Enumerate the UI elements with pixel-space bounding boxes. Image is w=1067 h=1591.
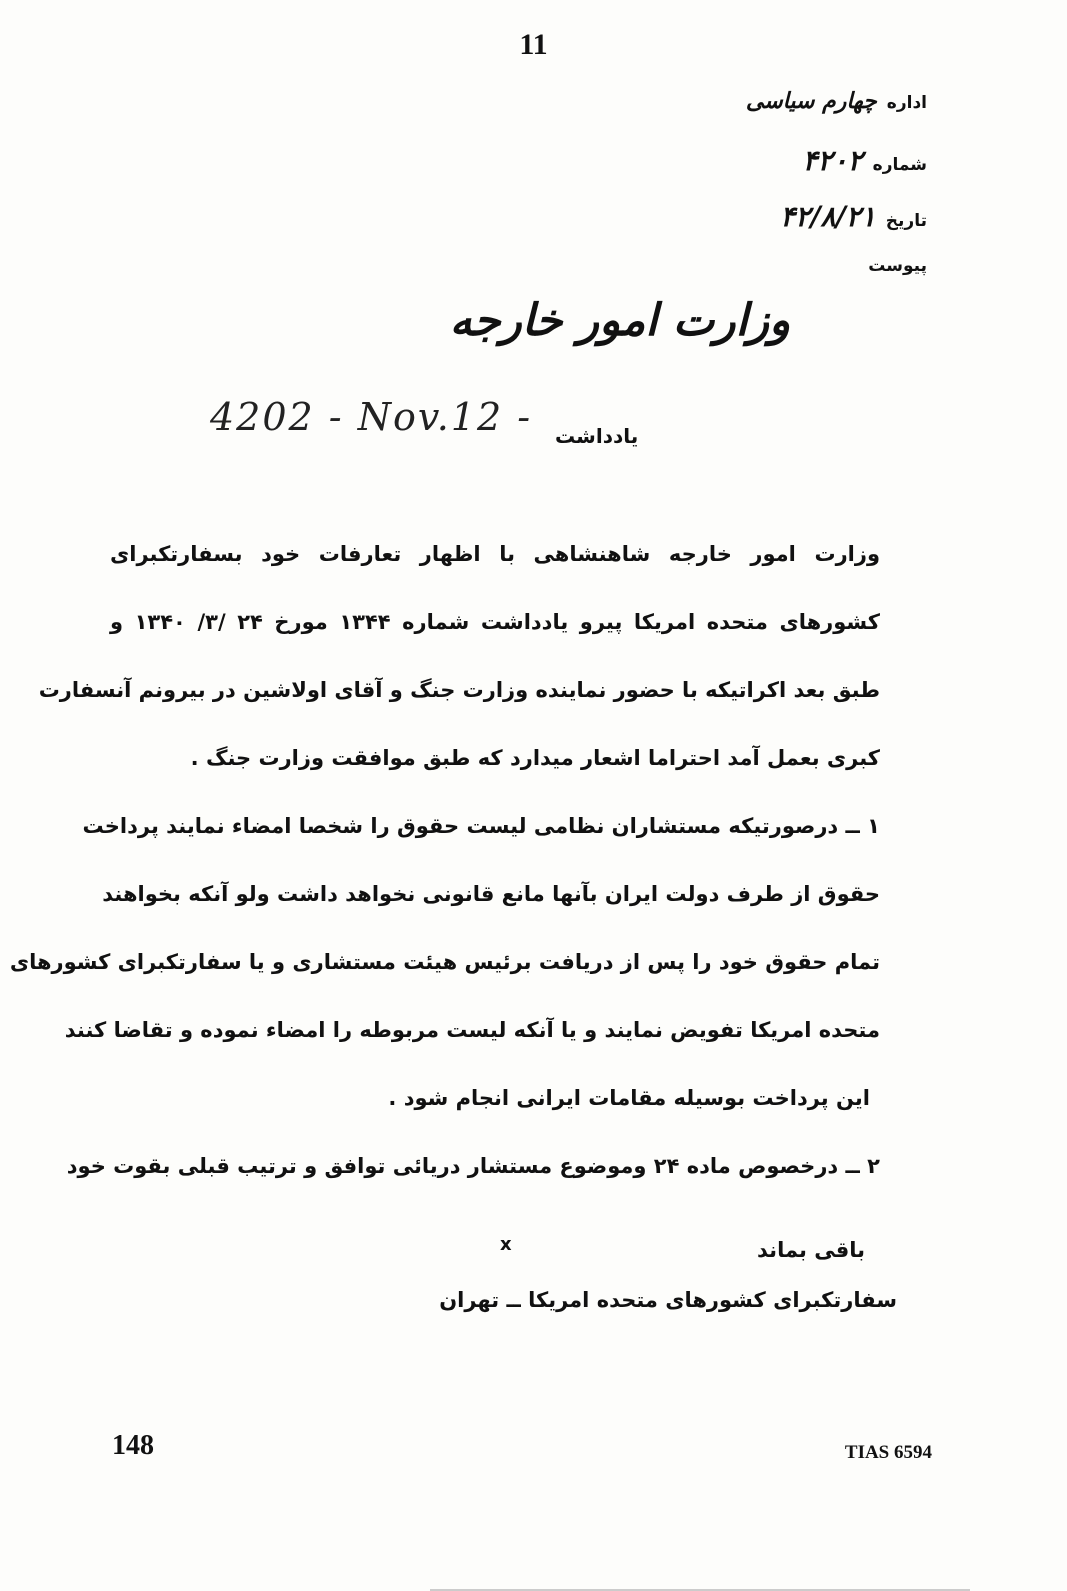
body-line: ۲ ــ درخصوص ماده ۲۴ وموضوع مستشار دریائی توافق و ترتیب قبلی بقوت خود <box>66 1154 880 1178</box>
ministry-title: وزارت امور خارجه <box>449 295 791 346</box>
department-value: چهارم سیاسی <box>745 88 877 114</box>
top-page-number: 11 <box>519 28 548 61</box>
body-line: حقوق از طرف دولت ایران بآنها مانع قانونی نخواهد داشت ولو آنکه بخواهند <box>102 882 880 906</box>
footer-tias-number: TIAS 6594 <box>844 1442 932 1463</box>
body-line: طبق بعد اکراتیکه با حضور نماینده وزارت جنگ و آقای اولاشین در بیرونم آنسفارت <box>38 678 880 702</box>
number-row <box>746 144 927 200</box>
date-value: ۴۲/۸/۲۱ <box>780 200 876 233</box>
note-body <box>9 520 881 1200</box>
body-line: وزارت امور خارجه شاهنشاهی با اظهار تعارفات خود بسفارتکبرای <box>110 542 880 566</box>
number-value: ۴۲۰۲ <box>802 144 863 177</box>
remains-text: باقی بماند <box>757 1238 865 1262</box>
addressee: سفارتکبرای کشورهای متحده امریکا ــ تهران <box>439 1288 897 1312</box>
cross-mark: x <box>500 1234 512 1255</box>
letterhead-fields <box>746 88 927 300</box>
body-line: کشورهای متحده امریکا پیرو یادداشت شماره ۱۳۴۴ مورخ ۲۴ /۳/ ۱۳۴۰ و <box>110 610 881 634</box>
handwritten-reference: 4202 - Nov.12 - <box>210 395 533 439</box>
attachment-label: پیوست <box>868 256 927 276</box>
body-line: تمام حقوق خود را پس از دریافت برئیس هیئت مستشاری و یا سفارتکبرای کشورهای <box>9 950 880 974</box>
date-row <box>746 200 927 256</box>
body-line: متحده امریکا تفویض نمایند و یا آنکه لیست مربوطه را امضاء نموده و تقاضا کنند <box>64 1018 880 1042</box>
attachment-row <box>746 256 927 300</box>
body-line: ۱ ــ درصورتیکه مستشاران نظامی لیست حقوق را شخصا امضاء نمایند پرداخت <box>82 814 880 838</box>
body-line: کبری بعمل آمد احتراما اشعار میدارد که طبق موافقت وزارت جنگ . <box>190 746 880 770</box>
footer-page-number: 148 <box>112 1430 154 1461</box>
date-label: تاریخ <box>885 211 927 231</box>
body-line: این پرداخت بوسیله مقامات ایرانی انجام شود . <box>388 1086 870 1110</box>
department-label: اداره <box>886 93 927 113</box>
number-label: شماره <box>872 155 927 175</box>
document-type-heading: یادداشت <box>555 424 639 448</box>
remains-row <box>500 1230 880 1274</box>
department-row <box>746 88 927 144</box>
